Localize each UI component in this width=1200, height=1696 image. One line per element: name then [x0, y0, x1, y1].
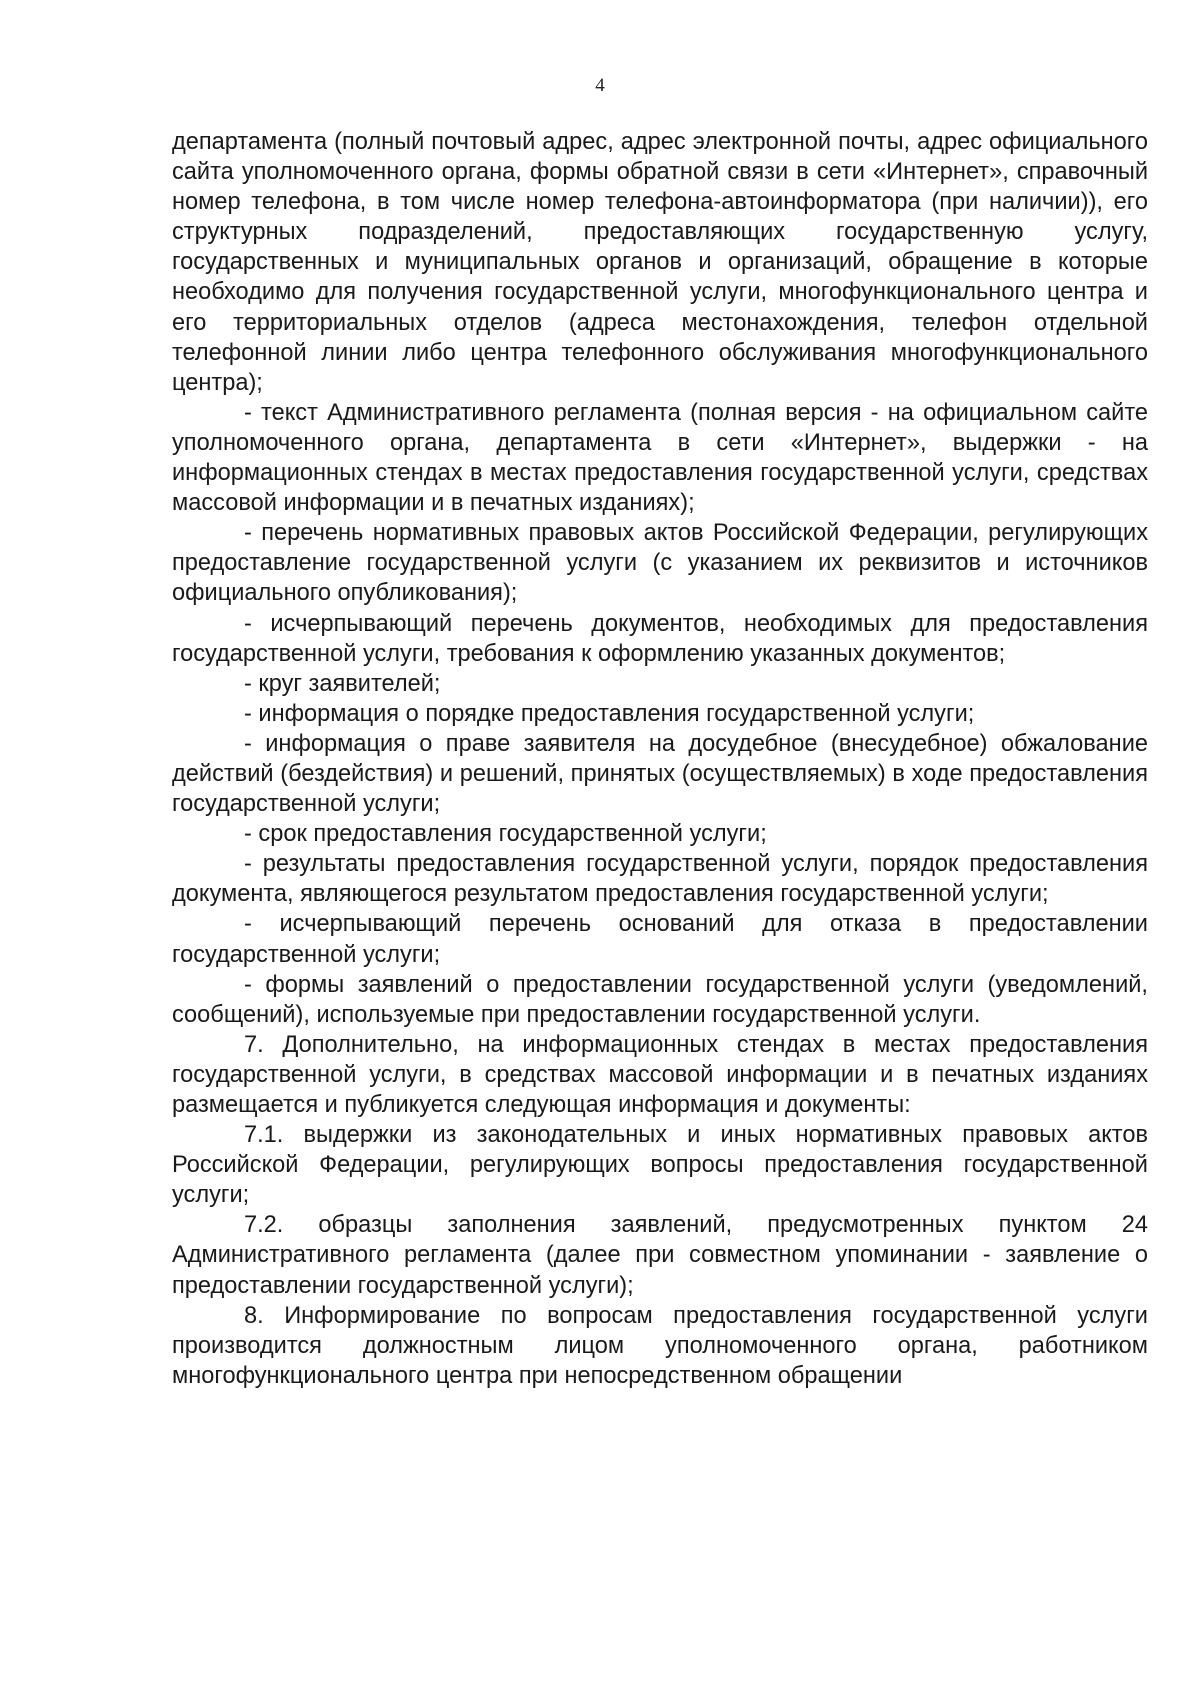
list-item-appeal-rights: - информация о праве заявителя на досудебное (внесудебное) обжалование действий (бездействия) и решений, принятых (осуществляемых) в ходе предоставления государственной услуги;: [172, 730, 1148, 818]
list-item-application-forms: - формы заявлений о предоставлении государственной услуги (уведомлений, сообщений), используемые при предоставлении государственной услуги.: [172, 971, 1148, 1028]
list-item-service-results: - результаты предоставления государственной услуги, порядок предоставления документа, являющегося результатом предоставления государственной услуги;: [172, 851, 1148, 908]
list-item-regulation-text: - текст Административного регламента (полная версия - на официальном сайте уполномоченного органа, департамента в сети «Интернет», выдержки - на информационных стендах в местах предоставления государственной услуги, средствах массовой информации и в печатных изданиях);: [172, 399, 1148, 517]
list-item-service-procedure: - информация о порядке предоставления государственной услуги;: [244, 700, 975, 727]
clause-8: 8. Информирование по вопросам предоставления государственной услуги производится должностным лицом уполномоченного органа, работником многофункционального центра при непосредственном обращении: [172, 1302, 1148, 1389]
document-body: [172, 127, 1148, 1391]
clause-7-1: 7.1. выдержки из законодательных и иных нормативных правовых актов Российской Федерации, регулирующих вопросы предоставления государственной услуги;: [172, 1122, 1148, 1209]
list-item-refusal-grounds: - исчерпывающий перечень оснований для отказа в предоставлении государственной услуги;: [172, 911, 1148, 968]
page-number: 4: [595, 75, 605, 96]
list-item-legal-acts: - перечень нормативных правовых актов Российской Федерации, регулирующих предоставление государственной услуги (с указанием их реквизитов и источников официального опубликования);: [172, 520, 1148, 607]
list-item-applicants: - круг заявителей;: [244, 670, 441, 697]
paragraph-contact-details: департамента (полный почтовый адрес, адрес электронной почты, адрес официального сайта уполномоченного органа, формы обратной связи в сети «Интернет», справочный номер телефона, в том числе номер телефона-автоинформатора (при наличии)), его структурных подразделений, предоставляющих государственную услугу, государственных и муниципальных органов и организаций, обращение в которые необходимо для получения государственной услуги, многофункционального центра и его территориальных отделов (адреса местонахождения, телефон отдельной телефонной линии либо центра телефонного обслуживания многофункционального центра);: [172, 129, 1148, 396]
list-item-required-documents: - исчерпывающий перечень документов, необходимых для предоставления государственной услуги, требования к оформлению указанных документов;: [172, 610, 1148, 667]
list-item-service-term: - срок предоставления государственной услуги;: [244, 821, 767, 848]
clause-7-2: 7.2. образцы заполнения заявлений, предусмотренных пунктом 24 Административного регламента (далее при совместном упоминании - заявление о предоставлении государственной услуги);: [172, 1212, 1148, 1299]
clause-7: 7. Дополнительно, на информационных стендах в местах предоставления государственной услуги, в средствах массовой информации и в печатных изданиях размещается и публикуется следующая информация и документы:: [172, 1031, 1148, 1118]
